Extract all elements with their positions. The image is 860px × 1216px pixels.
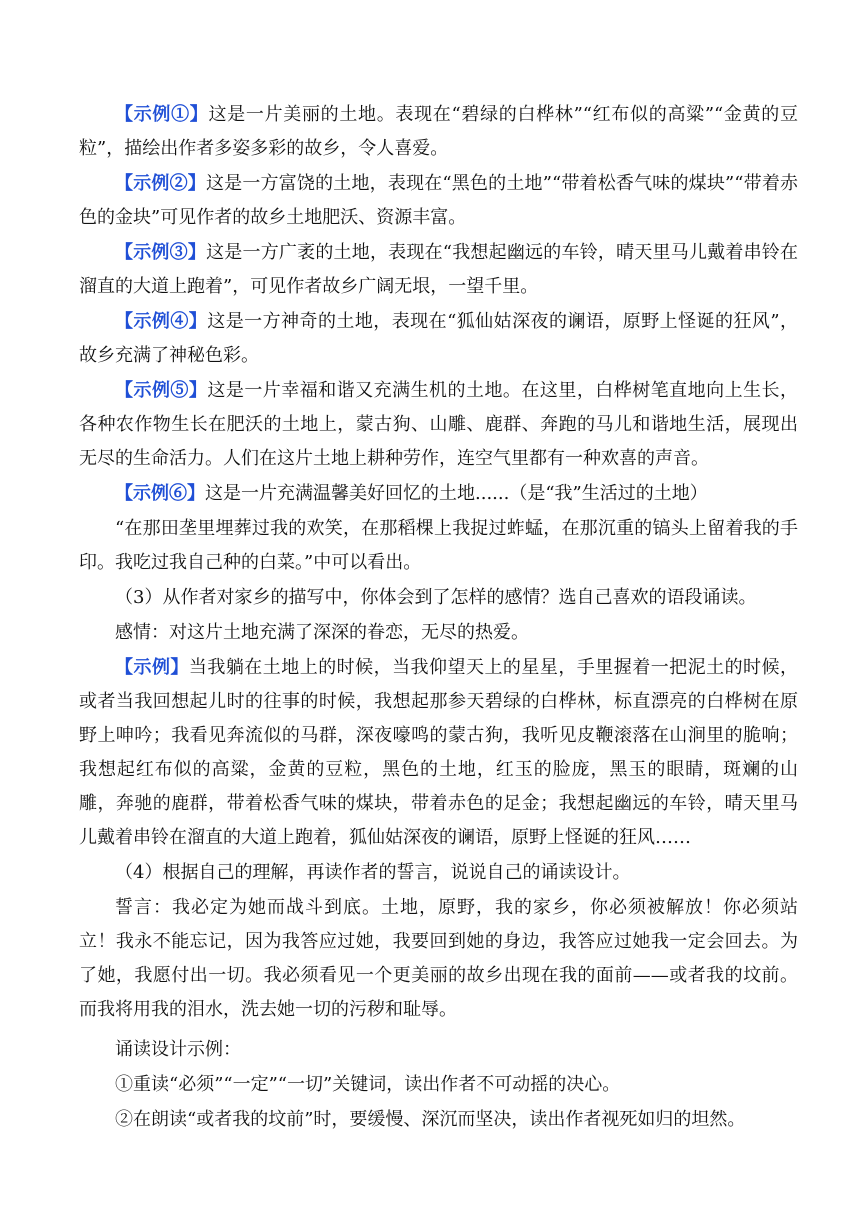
example-text: 这是一方富饶的土地，表现在“黑色的土地”“带着松香气味的煤块”“带着赤色的金块”可见作者的故乡土地肥沃、资源丰富。 [79, 173, 799, 228]
example-label: 【示例④】 [115, 311, 208, 332]
example-text: 这是一片幸福和谐又充满生机的土地。在这里，白桦树笔直地向上生长，各种农作物生长在肥沃的土地上，蒙古狗、山雕、鹿群、奔跑的马儿和谐地生活，展现出无尽的生命活力。人们在这片土地上耕种劳作，连空气里都有一种欢喜的声音。 [79, 380, 799, 469]
example-label: 【示例⑥】 [115, 483, 205, 504]
example-1 [79, 98, 798, 166]
example-label: 【示例③】 [115, 242, 207, 263]
question-4: （4）根据自己的理解，再读作者的誓言，说说自己的诵读设计。 [115, 862, 631, 883]
design-item-1: ①重读“必须”“一定”“一切”关键词，读出作者不可动摇的决心。 [115, 1074, 621, 1095]
example-4 [79, 305, 798, 373]
design-item-2: ②在朗读“或者我的坟前”时，要缓慢、深沉而坚决，读出作者视死如归的坦然。 [115, 1109, 746, 1130]
example-recitation [79, 651, 798, 855]
example-5 [79, 374, 798, 476]
example-text: 当我躺在土地上的时候，当我仰望天上的星星，手里握着一把泥土的时候，或者当我回想起儿时的往事的时候，我想起那参天碧绿的白桦林，标直漂亮的白桦树在原野上呻吟；我看见奔流似的马群，深夜嚎鸣的蒙古狗，我听见皮鞭滚落在山涧里的脆响；我想起红布似的高粱，金黄的豆粒，黑色的土地，红玉的脸庞，黑玉的眼睛，斑斓的山雕，奔驰的鹿群，带着松香气味的煤块，带着赤色的足金；我想起幽远的车铃，晴天里马儿戴着串铃在溜直的大道上跑着，狐仙姑深夜的谰语，原野上怪诞的狂风…… [79, 657, 798, 848]
example-label: 【示例⑤】 [115, 380, 208, 401]
example-2 [79, 167, 798, 235]
design-title: 诵读设计示例： [115, 1039, 241, 1060]
quote-paragraph: “在那田垄里埋葬过我的欢笑，在那稻棵上我捉过蚱蜢，在那沉重的镐头上留着我的手印。我吃过我自己种的白菜。”中可以看出。 [79, 518, 798, 573]
example-label: 【示例①】 [115, 104, 209, 125]
example-text: 这是一方神奇的土地，表现在“狐仙姑深夜的谰语，原野上怪诞的狂风”，故乡充满了神秘色彩。 [79, 311, 799, 366]
example-6 [79, 477, 798, 511]
example-label: 【示例②】 [115, 173, 206, 194]
example-text: 这是一片美丽的土地。表现在“碧绿的白桦林”“红布似的高粱”“金黄的豆粒”，描绘出作者多姿多彩的故乡，令人喜爱。 [79, 104, 799, 159]
example-label: 【示例】 [115, 657, 189, 678]
example-text: 这是一方广袤的土地，表现在“我想起幽远的车铃，晴天里马儿戴着串铃在溜直的大道上跑着”，可见作者故乡广阔无垠，一望千里。 [79, 242, 799, 297]
question-3: （3）从作者对家乡的描写中，你体会到了怎样的感情？选自己喜欢的语段诵读。 [115, 587, 757, 608]
emotion-answer: 感情：对这片土地充满了深深的眷恋，无尽的热爱。 [115, 622, 529, 643]
example-3 [79, 236, 798, 304]
oath-paragraph: 誓言：我必定为她而战斗到底。土地，原野，我的家乡，你必须被解放！你必须站立！我永不能忘记，因为我答应过她，我要回到她的身边，我答应过她我一定会回去。为了她，我愿付出一切。我必须看见一个更美丽的故乡出现在我的面前——或者我的坟前。而我将用我的泪水，洗去她一切的污秽和耻辱。 [79, 897, 798, 1020]
example-text: 这是一片充满温馨美好回忆的土地......（是“我”生活过的土地） [205, 483, 708, 504]
